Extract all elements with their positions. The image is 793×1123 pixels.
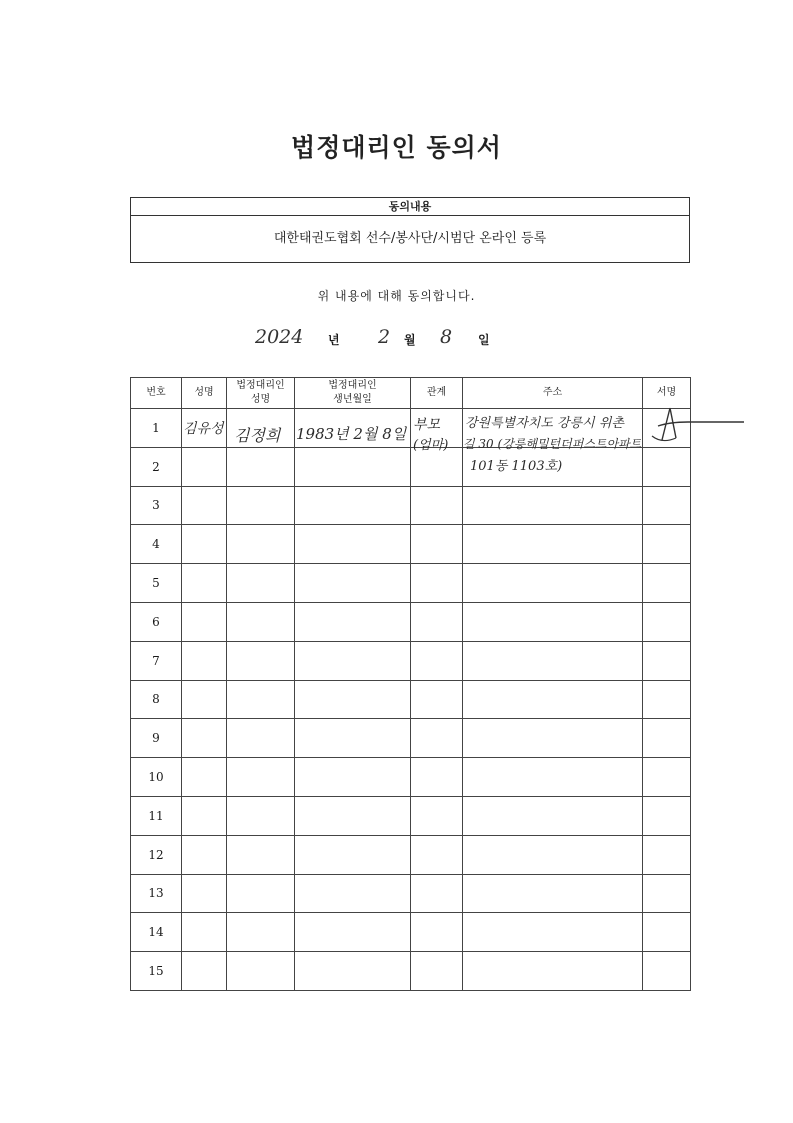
row-guardian-birth <box>295 913 411 952</box>
row-number: 8 <box>131 680 182 719</box>
header-number: 번호 <box>131 378 182 409</box>
row-relation <box>411 758 463 797</box>
consent-header: 동의내용 <box>131 198 689 216</box>
consent-box <box>130 197 690 263</box>
row-address <box>463 719 643 758</box>
row-relation <box>411 641 463 680</box>
row-number: 5 <box>131 564 182 603</box>
row-name <box>182 874 227 913</box>
row-relation <box>411 952 463 991</box>
row-guardian-name <box>227 641 295 680</box>
row-signature <box>643 564 691 603</box>
entry-relation-2: (엄마) <box>413 438 449 453</box>
row-number: 4 <box>131 525 182 564</box>
roster-table <box>130 377 691 991</box>
row-relation <box>411 564 463 603</box>
row-guardian-name <box>227 719 295 758</box>
row-signature <box>643 680 691 719</box>
row-address <box>463 564 643 603</box>
row-address <box>463 835 643 874</box>
row-name <box>182 447 227 486</box>
row-signature <box>643 913 691 952</box>
row-number: 12 <box>131 835 182 874</box>
row-address <box>463 486 643 525</box>
row-address <box>463 525 643 564</box>
row-signature <box>643 486 691 525</box>
row-guardian-name <box>227 680 295 719</box>
row-name <box>182 525 227 564</box>
table-row <box>131 447 691 486</box>
table-row <box>131 796 691 835</box>
row-guardian-name <box>227 602 295 641</box>
row-name <box>182 564 227 603</box>
header-guardian-birth: 법정대리인 생년월일 <box>295 378 411 409</box>
row-address <box>463 952 643 991</box>
row-number: 3 <box>131 486 182 525</box>
date-year: 2024 <box>255 326 304 348</box>
agreement-sentence: 위 내용에 대해 동의합니다. <box>317 289 476 303</box>
header-address: 주소 <box>463 378 643 409</box>
row-guardian-name <box>227 564 295 603</box>
row-number: 1 <box>131 409 182 448</box>
entry-relation-1: 부모 <box>413 417 441 433</box>
date-day: 8 <box>440 326 453 348</box>
row-signature <box>643 758 691 797</box>
row-guardian-birth <box>295 641 411 680</box>
row-signature <box>643 874 691 913</box>
table-header-row <box>131 378 691 409</box>
row-number: 15 <box>131 952 182 991</box>
row-number: 10 <box>131 758 182 797</box>
table-row <box>131 758 691 797</box>
row-address <box>463 796 643 835</box>
roster-table-wrap <box>130 377 691 991</box>
row-name <box>182 835 227 874</box>
table-row <box>131 525 691 564</box>
date-row <box>0 326 793 356</box>
row-number: 9 <box>131 719 182 758</box>
row-signature <box>643 602 691 641</box>
row-relation <box>411 796 463 835</box>
row-guardian-birth <box>295 564 411 603</box>
row-guardian-name <box>227 447 295 486</box>
row-guardian-name <box>227 486 295 525</box>
header-name: 성명 <box>182 378 227 409</box>
row-guardian-name <box>227 758 295 797</box>
row-address <box>463 641 643 680</box>
row-address <box>463 758 643 797</box>
row-name <box>182 952 227 991</box>
date-month-unit: 월 <box>404 333 416 347</box>
row-guardian-birth <box>295 835 411 874</box>
row-signature <box>643 719 691 758</box>
row-number: 11 <box>131 796 182 835</box>
row-guardian-birth <box>295 952 411 991</box>
row-name <box>182 680 227 719</box>
document-title: 법정대리인 동의서 <box>291 133 502 162</box>
row-address <box>463 602 643 641</box>
row-signature <box>643 835 691 874</box>
entry-guardian-name: 김정희 <box>234 426 281 445</box>
row-guardian-birth <box>295 874 411 913</box>
row-signature <box>643 447 691 486</box>
row-relation <box>411 447 463 486</box>
entry-address-3: 101동 1103호) <box>470 459 563 474</box>
row-guardian-birth <box>295 719 411 758</box>
row-guardian-birth <box>295 447 411 486</box>
entry-guardian-birth: 1983년 2월 8일 <box>296 425 407 443</box>
table-row <box>131 835 691 874</box>
row-name <box>182 719 227 758</box>
row-guardian-name <box>227 874 295 913</box>
entry-address-2: 길 30 (강릉해밀턴더퍼스트아파트 <box>463 437 642 451</box>
entry-address-1: 강원특별자치도 강릉시 위촌 <box>465 416 624 431</box>
row-address <box>463 913 643 952</box>
row-guardian-name <box>227 913 295 952</box>
table-row <box>131 719 691 758</box>
row-number: 14 <box>131 913 182 952</box>
table-row <box>131 874 691 913</box>
row-guardian-name <box>227 525 295 564</box>
row-number: 2 <box>131 447 182 486</box>
row-relation <box>411 913 463 952</box>
row-name <box>182 796 227 835</box>
table-row <box>131 602 691 641</box>
table-row <box>131 913 691 952</box>
row-guardian-name <box>227 835 295 874</box>
row-name <box>182 758 227 797</box>
consent-text: 대한태권도협회 선수/봉사단/시범단 온라인 등록 <box>273 231 547 246</box>
row-guardian-birth <box>295 602 411 641</box>
row-signature <box>643 641 691 680</box>
header-guardian-name: 법정대리인 성명 <box>227 378 295 409</box>
row-guardian-name <box>227 796 295 835</box>
row-name <box>182 486 227 525</box>
header-relation: 관계 <box>411 378 463 409</box>
row-address <box>463 680 643 719</box>
row-guardian-birth <box>295 525 411 564</box>
row-number: 13 <box>131 874 182 913</box>
table-row <box>131 564 691 603</box>
header-signature: 서명 <box>643 378 691 409</box>
row-name <box>182 602 227 641</box>
row-relation <box>411 602 463 641</box>
row-number: 7 <box>131 641 182 680</box>
table-row <box>131 952 691 991</box>
row-number: 6 <box>131 602 182 641</box>
row-guardian-name <box>227 952 295 991</box>
row-relation <box>411 874 463 913</box>
row-guardian-birth <box>295 486 411 525</box>
row-relation <box>411 719 463 758</box>
row-name <box>182 913 227 952</box>
signature-mark <box>640 400 750 450</box>
row-signature <box>643 796 691 835</box>
date-month: 2 <box>378 326 391 348</box>
date-year-unit: 년 <box>328 333 340 347</box>
row-signature <box>643 952 691 991</box>
entry-name: 김유성 <box>183 421 224 437</box>
row-signature <box>643 525 691 564</box>
row-guardian-birth <box>295 796 411 835</box>
row-guardian-birth <box>295 758 411 797</box>
row-name <box>182 641 227 680</box>
row-relation <box>411 835 463 874</box>
row-relation <box>411 680 463 719</box>
row-guardian-birth <box>295 680 411 719</box>
table-row <box>131 641 691 680</box>
date-day-unit: 일 <box>478 333 490 347</box>
table-row <box>131 486 691 525</box>
row-address <box>463 874 643 913</box>
row-relation <box>411 486 463 525</box>
table-row <box>131 680 691 719</box>
row-relation <box>411 525 463 564</box>
